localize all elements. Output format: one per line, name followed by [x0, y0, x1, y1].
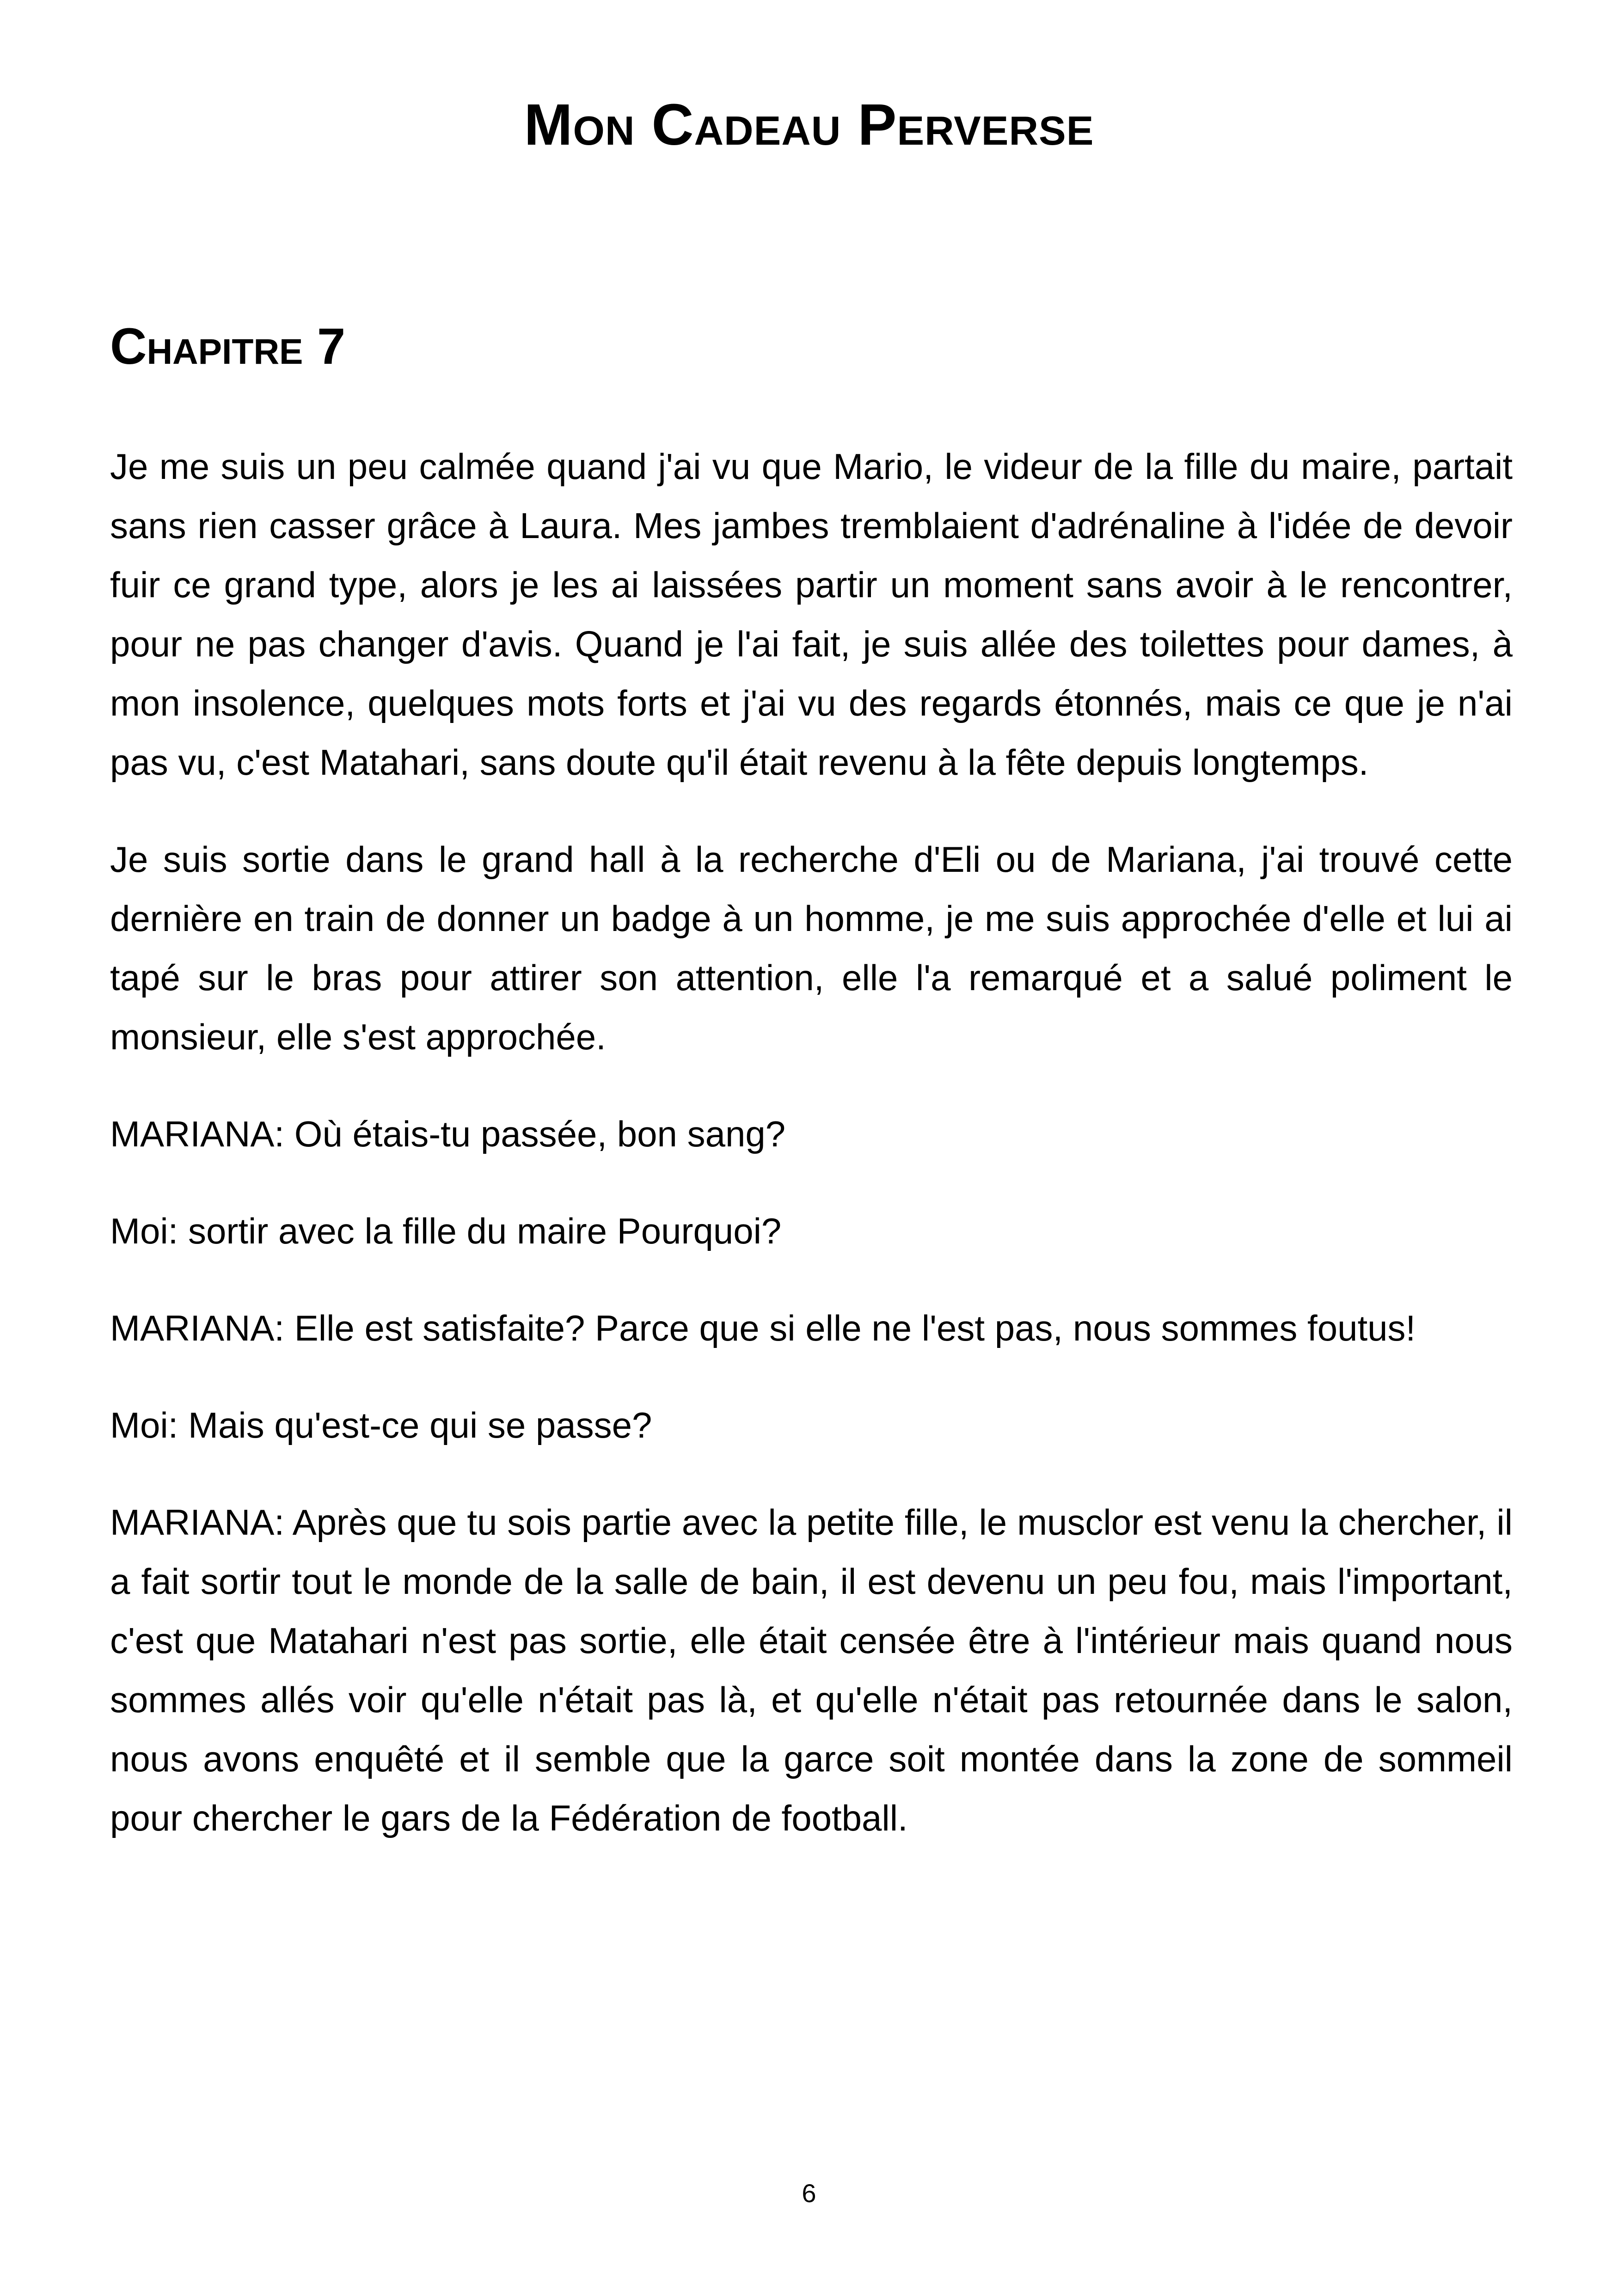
dialogue-line: MARIANA: Où étais-tu passée, bon sang?	[110, 1114, 786, 1154]
paragraph: Je suis sortie dans le grand hall à la recherche d'Eli ou de Mariana, j'ai trouvé cette dernière en train de donner un badge à un homme, je me suis approchée d'elle et lui ai tapé sur le bras pour attirer son attention, elle l'a remarqué et a salué poliment le monsieur, elle s'est approchée.	[110, 839, 1513, 1057]
dialogue-line: Moi: sortir avec la fille du maire Pourquoi?	[110, 1211, 782, 1251]
chapter-title: Chapitre 7	[110, 318, 346, 375]
chapter-body	[110, 437, 1513, 1886]
book-title: Mon Cadeau Perverse	[524, 92, 1094, 157]
paragraph: MARIANA: Après que tu sois partie avec la petite fille, le musclor est venu la chercher, il a fait sortir tout le monde de la salle de bain, il est devenu un peu fou, mais l'important, c'est que Matahari n'est pas sortie, elle était censée être à l'intérieur mais quand nous sommes allés voir qu'elle n'était pas là, et qu'elle n'était pas retournée dans le salon, nous avons enquêté et il semble que la garce soit montée dans la zone de sommeil pour chercher le gars de la Fédération de football.	[110, 1502, 1513, 1838]
paragraph: Je me suis un peu calmée quand j'ai vu que Mario, le videur de la fille du maire, partait sans rien casser grâce à Laura. Mes jambes tremblaient d'adrénaline à l'idée de devoir fuir ce grand type, alors je les ai laissées partir un moment sans avoir à le rencontrer, pour ne pas changer d'avis. Quand je l'ai fait, je suis allée des toilettes pour dames, à mon insolence, quelques mots forts et j'ai vu des regards étonnés, mais ce que je n'ai pas vu, c'est Matahari, sans doute qu'il était revenu à la fête depuis longtemps.	[110, 446, 1513, 783]
dialogue-line: Moi: Mais qu'est-ce qui se passe?	[110, 1405, 652, 1445]
page-number: 6	[802, 2179, 816, 2208]
dialogue-line: MARIANA: Elle est satisfaite? Parce que si elle ne l'est pas, nous sommes foutus!	[110, 1308, 1416, 1348]
